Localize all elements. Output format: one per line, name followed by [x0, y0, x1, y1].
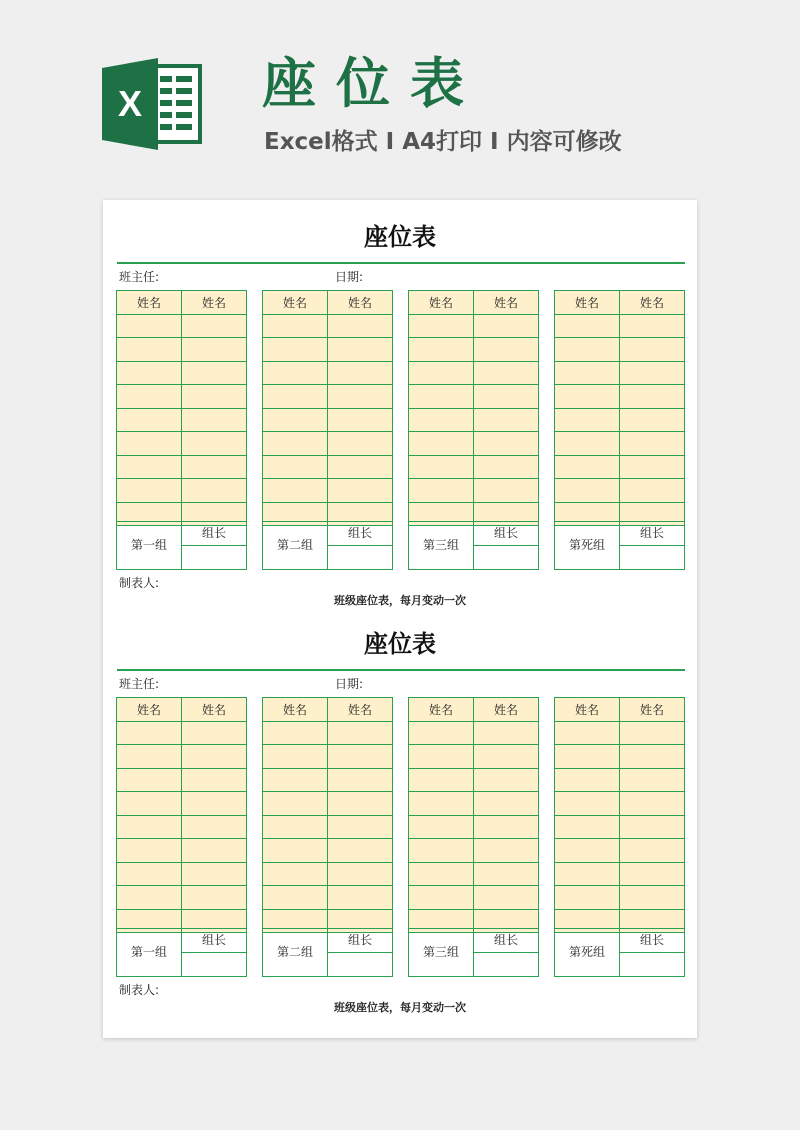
seat-cell[interactable] [555, 886, 620, 910]
leader-label: 组长 [328, 522, 392, 546]
seat-cell[interactable] [182, 479, 247, 503]
group-footer [555, 521, 684, 569]
group-name: 第死组 [555, 522, 620, 569]
seat-cell[interactable] [555, 408, 620, 432]
seat-cell[interactable] [409, 839, 474, 863]
seat-table [117, 291, 246, 526]
leader-name-cell[interactable] [182, 546, 246, 569]
seat-cell[interactable] [620, 361, 685, 385]
seat-cell[interactable] [409, 385, 474, 409]
seat-cell[interactable] [328, 361, 393, 385]
seat-cell[interactable] [263, 361, 328, 385]
seat-cell[interactable] [117, 361, 182, 385]
group-name: 第死组 [555, 929, 620, 976]
maker-label: 制表人: [119, 576, 160, 590]
seat-cell[interactable] [182, 408, 247, 432]
seat-cell[interactable] [263, 768, 328, 792]
seat-cell[interactable] [409, 886, 474, 910]
seat-cell[interactable] [182, 361, 247, 385]
seat-cell[interactable] [555, 432, 620, 456]
group-name: 第二组 [263, 929, 328, 976]
seat-cell[interactable] [263, 815, 328, 839]
seat-cell[interactable] [117, 338, 182, 362]
seat-cell[interactable] [474, 479, 539, 503]
seat-cell[interactable] [620, 721, 685, 745]
seat-cell[interactable] [620, 839, 685, 863]
teacher-label: 班主任: [119, 270, 160, 284]
leader-label: 组长 [620, 522, 684, 546]
name-header: 姓名 [474, 698, 539, 721]
leader-name-cell[interactable] [620, 953, 684, 976]
seat-cell[interactable] [555, 479, 620, 503]
seat-cell[interactable] [409, 745, 474, 769]
seat-cell[interactable] [328, 768, 393, 792]
seat-cell[interactable] [182, 815, 247, 839]
leader-name-cell[interactable] [474, 953, 538, 976]
banner-subtitle: Excel格式 I A4打印 I 内容可修改 [264, 129, 622, 155]
name-header: 姓名 [182, 291, 247, 314]
seat-cell[interactable] [117, 815, 182, 839]
seat-cell[interactable] [263, 745, 328, 769]
seat-group [116, 697, 247, 977]
seat-group [554, 290, 685, 570]
seat-table [117, 698, 246, 933]
seat-cell[interactable] [409, 455, 474, 479]
leader-label: 组长 [328, 929, 392, 953]
seat-cell[interactable] [117, 314, 182, 338]
seat-group [408, 697, 539, 977]
seat-cell[interactable] [555, 385, 620, 409]
seat-cell[interactable] [263, 721, 328, 745]
seat-cell[interactable] [328, 385, 393, 409]
seat-cell[interactable] [620, 886, 685, 910]
seat-cell[interactable] [117, 432, 182, 456]
seat-cell[interactable] [474, 408, 539, 432]
teacher-label: 班主任: [119, 677, 160, 691]
seat-cell[interactable] [328, 721, 393, 745]
seat-cell[interactable] [620, 432, 685, 456]
seat-cell[interactable] [263, 385, 328, 409]
seat-cell[interactable] [117, 886, 182, 910]
seat-cell[interactable] [474, 721, 539, 745]
name-header: 姓名 [555, 698, 620, 721]
date-label: 日期: [335, 677, 364, 691]
seat-cell[interactable] [117, 721, 182, 745]
name-header: 姓名 [409, 698, 474, 721]
seat-cell[interactable] [328, 886, 393, 910]
leader-name-cell[interactable] [474, 546, 538, 569]
seat-cell[interactable] [409, 432, 474, 456]
seat-cell[interactable] [555, 815, 620, 839]
seat-cell[interactable] [474, 745, 539, 769]
leader-name-cell[interactable] [328, 546, 392, 569]
name-header: 姓名 [328, 698, 393, 721]
seat-group [262, 697, 393, 977]
name-header: 姓名 [117, 291, 182, 314]
seat-group [116, 290, 247, 570]
name-header: 姓名 [474, 291, 539, 314]
sheet-note: 班级座位表，每月变动一次 [334, 1001, 466, 1014]
seat-table [555, 698, 684, 933]
seat-cell[interactable] [117, 792, 182, 816]
leader-name-cell[interactable] [328, 953, 392, 976]
seat-cell[interactable] [474, 361, 539, 385]
seat-cell[interactable] [182, 721, 247, 745]
seat-cell[interactable] [620, 479, 685, 503]
name-header: 姓名 [328, 291, 393, 314]
seat-cell[interactable] [328, 839, 393, 863]
seat-cell[interactable] [409, 721, 474, 745]
seat-cell[interactable] [620, 792, 685, 816]
seat-cell[interactable] [182, 862, 247, 886]
name-header: 姓名 [263, 698, 328, 721]
seat-cell[interactable] [328, 792, 393, 816]
seat-cell[interactable] [555, 745, 620, 769]
seat-cell[interactable] [620, 815, 685, 839]
seat-cell[interactable] [409, 479, 474, 503]
seat-cell[interactable] [409, 361, 474, 385]
group-footer [117, 521, 246, 569]
seat-cell[interactable] [328, 862, 393, 886]
name-header: 姓名 [555, 291, 620, 314]
seat-cell[interactable] [555, 314, 620, 338]
seat-cell[interactable] [620, 862, 685, 886]
seat-cell[interactable] [555, 839, 620, 863]
seat-cell[interactable] [409, 815, 474, 839]
seat-cell[interactable] [182, 745, 247, 769]
seat-cell[interactable] [474, 768, 539, 792]
seat-cell[interactable] [620, 408, 685, 432]
name-header: 姓名 [409, 291, 474, 314]
sheet-title: 座位表 [364, 630, 436, 658]
seat-cell[interactable] [555, 455, 620, 479]
seat-cell[interactable] [263, 314, 328, 338]
group-footer [409, 521, 538, 569]
seat-cell[interactable] [117, 745, 182, 769]
name-header: 姓名 [620, 698, 685, 721]
maker-label: 制表人: [119, 983, 160, 997]
seating-sheet-2 [103, 607, 697, 1015]
seat-cell[interactable] [263, 792, 328, 816]
seat-table [409, 698, 538, 933]
name-header: 姓名 [182, 698, 247, 721]
seat-cell[interactable] [117, 455, 182, 479]
group-name: 第一组 [117, 929, 182, 976]
seat-cell[interactable] [263, 338, 328, 362]
seat-cell[interactable] [263, 479, 328, 503]
seat-cell[interactable] [620, 745, 685, 769]
leader-label: 组长 [182, 522, 246, 546]
seat-cell[interactable] [474, 886, 539, 910]
seat-cell[interactable] [182, 385, 247, 409]
group-footer [117, 928, 246, 976]
seat-cell[interactable] [182, 455, 247, 479]
seat-cell[interactable] [328, 455, 393, 479]
group-name: 第三组 [409, 929, 474, 976]
seat-cell[interactable] [474, 432, 539, 456]
seat-cell[interactable] [620, 385, 685, 409]
seat-table [409, 291, 538, 526]
sheet-note: 班级座位表，每月变动一次 [334, 594, 466, 607]
seat-cell[interactable] [555, 768, 620, 792]
seat-cell[interactable] [263, 839, 328, 863]
name-header: 姓名 [620, 291, 685, 314]
seat-cell[interactable] [328, 479, 393, 503]
seat-cell[interactable] [620, 338, 685, 362]
leader-name-cell[interactable] [620, 546, 684, 569]
seat-cell[interactable] [409, 768, 474, 792]
seat-cell[interactable] [474, 792, 539, 816]
seat-cell[interactable] [117, 768, 182, 792]
seat-cell[interactable] [328, 408, 393, 432]
excel-logo-letter: X [117, 83, 143, 124]
group-footer [409, 928, 538, 976]
seat-cell[interactable] [555, 792, 620, 816]
date-label: 日期: [335, 270, 364, 284]
seat-cell[interactable] [328, 745, 393, 769]
group-footer [263, 521, 392, 569]
seat-cell[interactable] [328, 314, 393, 338]
seat-cell[interactable] [474, 314, 539, 338]
seat-cell[interactable] [409, 862, 474, 886]
group-name: 第三组 [409, 522, 474, 569]
seat-table [555, 291, 684, 526]
leader-label: 组长 [620, 929, 684, 953]
seat-group [408, 290, 539, 570]
group-name: 第二组 [263, 522, 328, 569]
seat-cell[interactable] [263, 432, 328, 456]
seat-cell[interactable] [263, 886, 328, 910]
excel-logo-icon [102, 58, 206, 150]
seat-cell[interactable] [263, 408, 328, 432]
group-footer [555, 928, 684, 976]
title-divider [117, 262, 685, 264]
seat-table [263, 291, 392, 526]
seat-cell[interactable] [328, 815, 393, 839]
seat-cell[interactable] [474, 839, 539, 863]
seat-cell[interactable] [474, 338, 539, 362]
seat-cell[interactable] [474, 815, 539, 839]
seat-cell[interactable] [328, 432, 393, 456]
group-name: 第一组 [117, 522, 182, 569]
seating-sheet-1 [103, 200, 697, 608]
seat-cell[interactable] [182, 314, 247, 338]
seat-cell[interactable] [409, 408, 474, 432]
seat-cell[interactable] [474, 385, 539, 409]
document-page [103, 200, 697, 1038]
leader-label: 组长 [474, 522, 538, 546]
seat-cell[interactable] [409, 338, 474, 362]
seat-cell[interactable] [474, 455, 539, 479]
seat-cell[interactable] [182, 338, 247, 362]
seat-cell[interactable] [409, 792, 474, 816]
leader-label: 组长 [474, 929, 538, 953]
seat-cell[interactable] [620, 768, 685, 792]
name-header: 姓名 [117, 698, 182, 721]
seat-cell[interactable] [182, 839, 247, 863]
group-footer [263, 928, 392, 976]
seat-cell[interactable] [263, 455, 328, 479]
seat-cell[interactable] [328, 338, 393, 362]
seat-cell[interactable] [117, 408, 182, 432]
seat-cell[interactable] [182, 432, 247, 456]
seat-cell[interactable] [117, 862, 182, 886]
seat-cell[interactable] [555, 361, 620, 385]
leader-label: 组长 [182, 929, 246, 953]
seat-cell[interactable] [620, 314, 685, 338]
seat-group [262, 290, 393, 570]
seat-cell[interactable] [182, 886, 247, 910]
name-header: 姓名 [263, 291, 328, 314]
seat-cell[interactable] [555, 721, 620, 745]
seat-table [263, 698, 392, 933]
seat-cell[interactable] [182, 792, 247, 816]
seat-cell[interactable] [474, 862, 539, 886]
seat-cell[interactable] [409, 314, 474, 338]
banner-title: 座位表 [262, 52, 484, 115]
title-divider [117, 669, 685, 671]
seat-group [554, 697, 685, 977]
seat-cell[interactable] [555, 862, 620, 886]
seat-cell[interactable] [620, 455, 685, 479]
leader-name-cell[interactable] [182, 953, 246, 976]
seat-cell[interactable] [263, 862, 328, 886]
seat-cell[interactable] [182, 768, 247, 792]
seat-cell[interactable] [555, 338, 620, 362]
seat-cell[interactable] [117, 839, 182, 863]
sheet-title: 座位表 [364, 223, 436, 251]
seat-cell[interactable] [117, 385, 182, 409]
seat-cell[interactable] [117, 479, 182, 503]
